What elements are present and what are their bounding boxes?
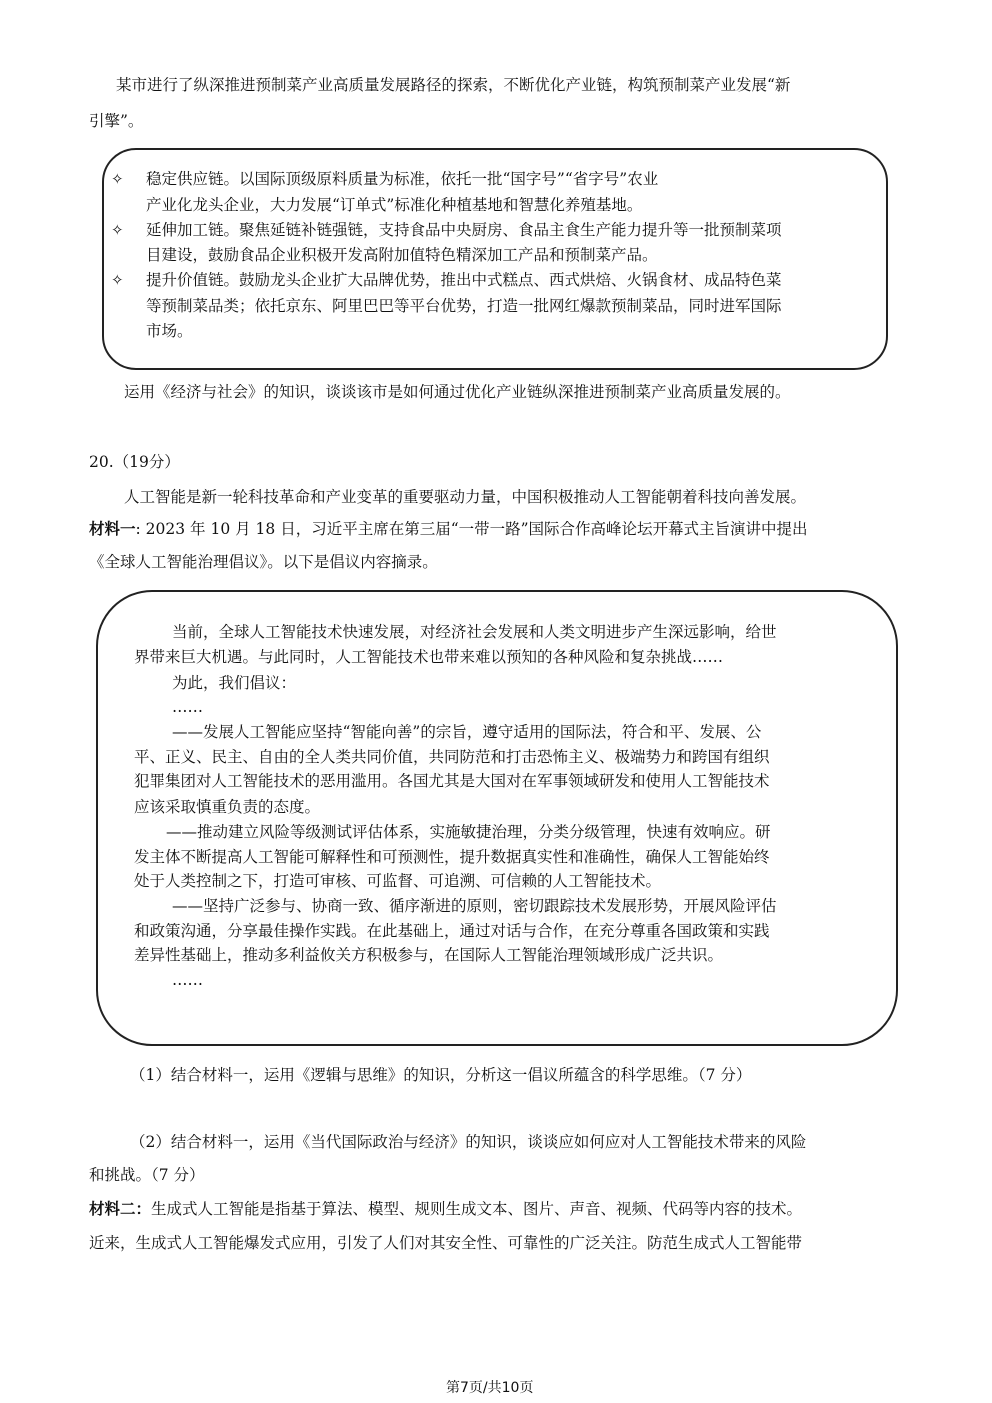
excerpt-line: 应该采取慎重负责的态度。 (134, 798, 321, 816)
excerpt-line: 犯罪集团对人工智能技术的恶用滥用。各国尤其是大国对在军事领域研发和使用人工智能技术 (134, 772, 770, 790)
sub-question-2-line-2: 和挑战。（7 分） (89, 1166, 205, 1184)
material-2-text: 生成式人工智能是指基于算法、模型、规则生成文本、图片、声音、视频、代码等内容的技术。 (151, 1200, 803, 1218)
page-number: 第7页/共10页 (446, 1380, 534, 1396)
bullet-diamond-icon: ✧ (111, 170, 124, 188)
material-2-label: 材料二： (89, 1200, 152, 1218)
excerpt-line: 和政策沟通，分享最佳操作实践。在此基础上，通过对话与合作，在充分尊重各国政策和实践 (134, 922, 770, 940)
sub-question-1: （1）结合材料一，运用《逻辑与思维》的知识，分析这一倡议所蕴含的科学思维。（7 分） (130, 1066, 752, 1084)
material-2-line-1 (89, 1200, 802, 1219)
box1-item-3-line-1: 提升价值链。鼓励龙头企业扩大品牌优势，推出中式糕点、西式烘焙、火锅食材、成品特色菜 (146, 271, 782, 289)
question-20-header: 20.（19分） (89, 453, 180, 471)
material-1-line-1 (89, 520, 808, 539)
bullet-diamond-icon: ✧ (111, 221, 124, 239)
excerpt-line: 发主体不断提高人工智能可解释性和可预测性，提升数据真实性和准确性，确保人工智能始终 (134, 848, 770, 866)
material-1-label: 材料一 (89, 520, 136, 538)
excerpt-line: ——推动建立风险等级测试评估体系，实施敏捷治理，分类分级管理，快速有效响应。研 (166, 823, 771, 841)
excerpt-line: ——发展人工智能应坚持“智能向善”的宗旨，遵守适用的国际法，符合和平、发展、公 (172, 723, 762, 741)
bullet-diamond-icon: ✧ (111, 271, 124, 289)
intro-line-1: 某市进行了纵深推进预制菜产业高质量发展路径的探索，不断优化产业链，构筑预制菜产业发展“新 (116, 76, 791, 94)
excerpt-line: …… (172, 698, 203, 716)
box1-item-1-line-1: 稳定供应链。以国际顶级原料质量为标准，依托一批“国字号”“省字号”农业 (146, 170, 659, 188)
box1-item-3-line-2: 等预制菜品类；依托京东、阿里巴巴等平台优势，打造一批网红爆款预制菜品，同时进军国际 (146, 297, 782, 315)
box1-item-2-line-1: 延伸加工链。聚焦延链补链强链，支持食品中央厨房、食品主食生产能力提升等一批预制菜项 (146, 221, 782, 239)
excerpt-line: 当前，全球人工智能技术快速发展，对经济社会发展和人类文明进步产生深远影响，给世 (172, 623, 777, 641)
excerpt-line: 为此，我们倡议： (172, 674, 297, 692)
material-1-line-2: 《全球人工智能治理倡议》。以下是倡议内容摘录。 (89, 553, 438, 571)
excerpt-line: …… (172, 971, 203, 989)
excerpt-line: ——坚持广泛参与、协商一致、循序渐进的原则，密切跟踪技术发展形势，开展风险评估 (172, 897, 777, 915)
material-1-text: : 2023 年 10 月 18 日，习近平主席在第三届“一带一路”国际合作高峰论坛开幕式主旨演讲中提出 (135, 520, 808, 538)
excerpt-line: 界带来巨大机遇。与此同时，人工智能技术也带来难以预知的各种风险和复杂挑战…… (134, 648, 724, 666)
question-20-intro: 人工智能是新一轮科技革命和产业变革的重要驱动力量，中国积极推动人工智能朝着科技向善发展。 (124, 488, 807, 506)
box1-item-1-line-2: 产业化龙头企业，大力发展“订单式”标准化种植基地和智慧化养殖基地。 (146, 196, 643, 214)
material-2-line-2: 近来，生成式人工智能爆发式应用，引发了人们对其安全性、可靠性的广泛关注。防范生成式人工智能带 (89, 1234, 803, 1252)
excerpt-line: 差异性基础上，推动多利益攸关方积极参与，在国际人工智能治理领域形成广泛共识。 (134, 946, 724, 964)
intro-line-2: 引擎”。 (89, 112, 144, 130)
excerpt-line: 处于人类控制之下，打造可审核、可监督、可追溯、可信赖的人工智能技术。 (134, 872, 662, 890)
box1-item-3-line-3: 市场。 (146, 322, 193, 340)
excerpt-line: 平、正义、民主、自由的全人类共同价值，共同防范和打击恐怖主义、极端势力和跨国有组织 (134, 748, 770, 766)
question-19-prompt: 运用《经济与社会》的知识，谈谈该市是如何通过优化产业链纵深推进预制菜产业高质量发展的。 (124, 383, 791, 401)
sub-question-2-line-1: （2）结合材料一，运用《当代国际政治与经济》的知识，谈谈应如何应对人工智能技术带来的风险 (130, 1133, 807, 1151)
box1-item-2-line-2: 目建设，鼓励食品企业积极开发高附加值特色精深加工产品和预制菜产品。 (146, 246, 658, 264)
